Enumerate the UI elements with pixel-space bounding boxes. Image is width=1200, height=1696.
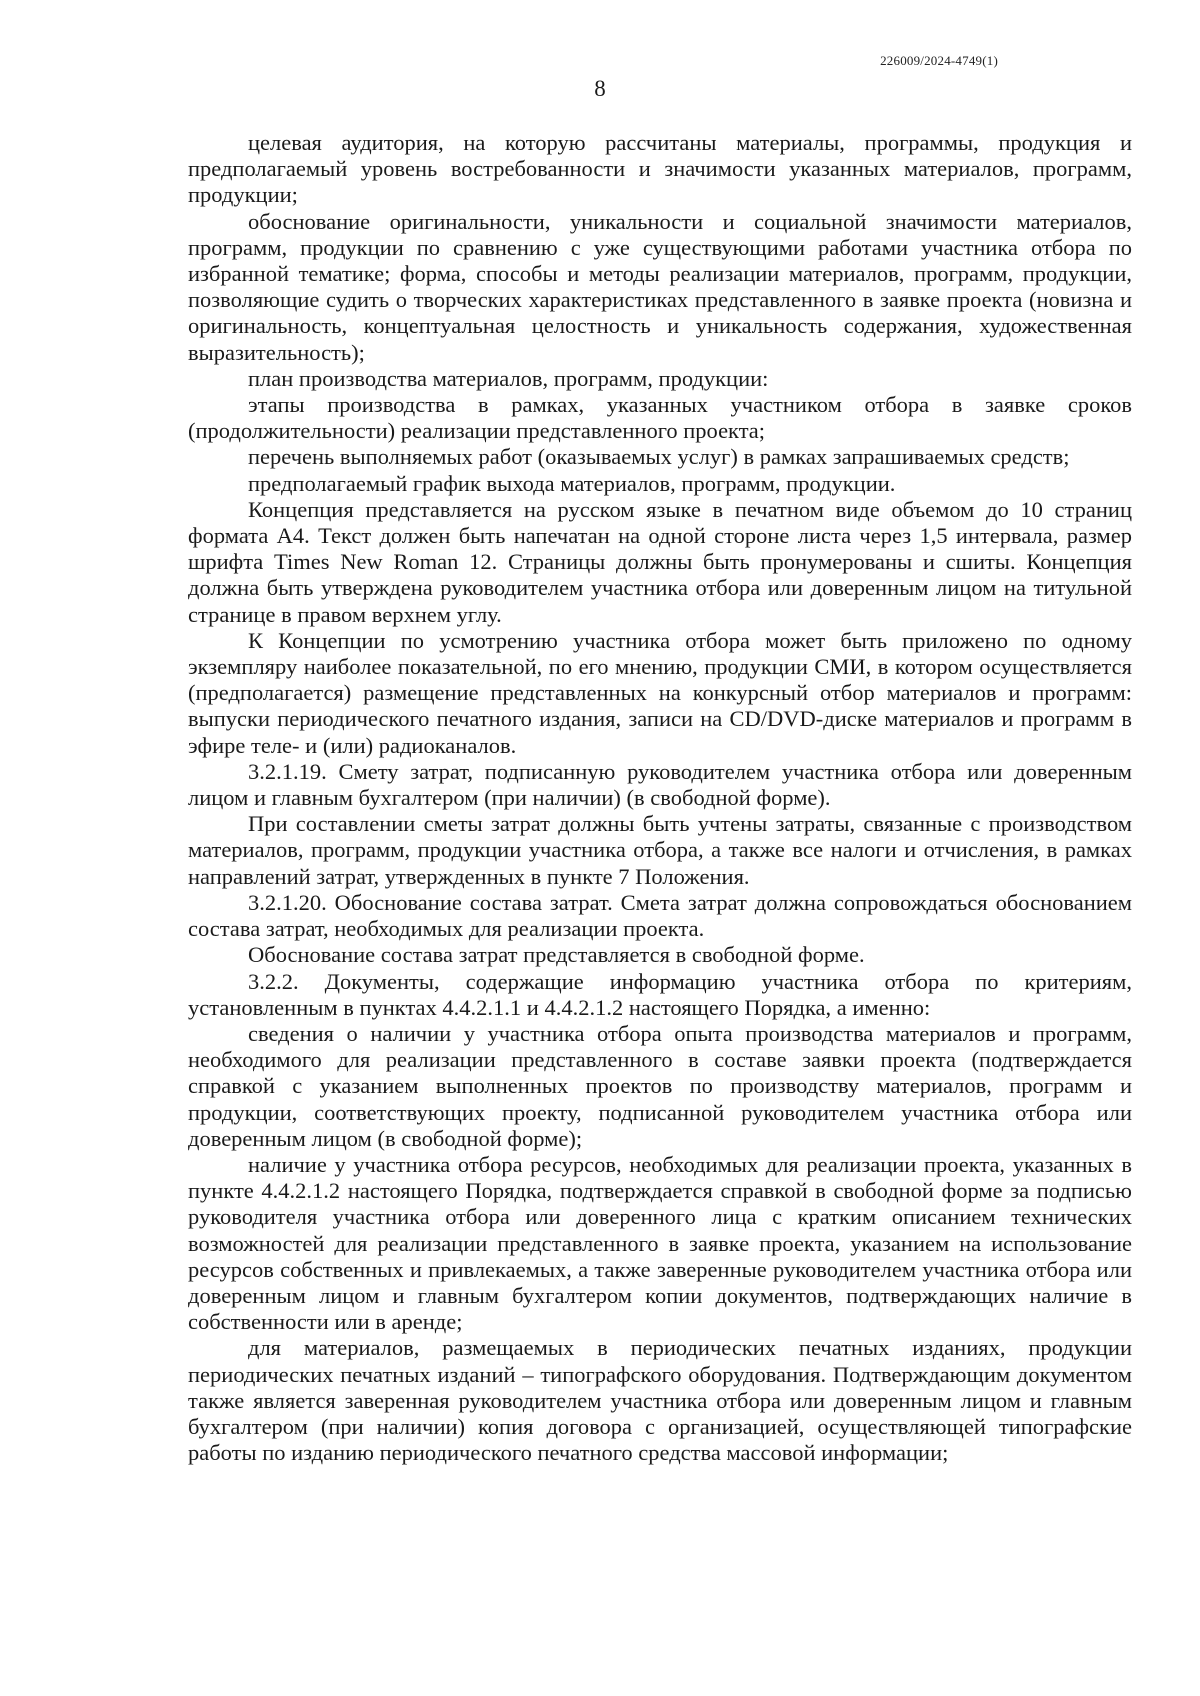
paragraph-concept-attachment: К Концепции по усмотрению участника отбора может быть приложено по одному экземпляру наиболее показательной, по его мнению, продукции СМИ, в котором осуществляется (предполагается) размещение представленных на конкурсный отбор материалов и программ: выпуски периодического печатного издания, записи на CD/DVD-диске материалов и программ в эфире теле- и (или) радиоканалов. (188, 627, 1132, 758)
paragraph-resources: наличие у участника отбора ресурсов, необходимых для реализации проекта, указанных в пункте 4.4.2.1.2 настоящего Порядка, подтверждается справкой в свободной форме за подписью руководителя участника отбора или доверенного лица с кратким описанием технических возможностей для реализации представленного в заявке проекта, указанием на использование ресурсов собственных и привлекаемых, а также заверенные руководителем участника отбора или доверенным лицом и главным бухгалтером копии документов, подтверждающих наличие в собственности или в аренде; (188, 1151, 1132, 1335)
paragraph-originality: обоснование оригинальности, уникальности и социальной значимости материалов, программ, продукции по сравнению с уже существующими работами участника отбора по избранной тематике; форма, способы и методы реализации материалов, программ, продукции, позволяющие судить о творческих характеристиках представленного в заявке проекта (новизна и оригинальность, концептуальная целостность и уникальность содержания, художественная выразительность); (188, 208, 1132, 365)
paragraph-criteria-documents: 3.2.2. Документы, содержащие информацию участника отбора по критериям, установленным в пунктах 4.4.2.1.1 и 4.4.2.1.2 настоящего Порядка, а именно: (188, 968, 1132, 1020)
paragraph-printing-equipment: для материалов, размещаемых в периодических печатных изданиях, продукции периодических печатных изданий – типографского оборудования. Подтверждающим документом также является заверенная руководителем участника отбора или доверенным лицом и главным бухгалтером (при наличии) копия договора с организацией, осуществляющей типографские работы по изданию периодического печатного средства массовой информации; (188, 1335, 1132, 1466)
paragraph-release-schedule: предполагаемый график выхода материалов, программ, продукции. (248, 470, 896, 496)
paragraph-cost-estimate: 3.2.1.19. Смету затрат, подписанную руководителем участника отбора или доверенным лицом и главным бухгалтером (при наличии) (в свободной форме). (188, 758, 1132, 811)
page-number: 8 (594, 76, 606, 101)
document-number: 226009/2024-4749(1) (880, 53, 998, 68)
paragraph-estimate-costs: При составлении сметы затрат должны быть учтены затраты, связанные с производством материалов, программ, продукции участника отбора, а также все налоги и отчисления, в рамках направлений затрат, утвержденных в пункте 7 Положения. (188, 811, 1132, 889)
paragraph-target-audience: целевая аудитория, на которую рассчитаны материалы, программы, продукция и предполагаемый уровень востребованности и значимости указанных материалов, программ, продукции; (188, 130, 1132, 208)
paragraph-justification-form: Обоснование состава затрат представляется в свободной форме. (248, 942, 865, 968)
paragraph-production-stages: этапы производства в рамках, указанных участником отбора в заявке сроков (продолжительности) реализации представленного проекта; (188, 392, 1132, 444)
paragraph-concept-format: Концепция представляется на русском языке в печатном виде объемом до 10 страниц формата А4. Текст должен быть напечатан на одной стороне листа через 1,5 интервала, размер шрифта Times New Roman 12. Страницы должны быть пронумерованы и сшиты. Концепция должна быть утверждена руководителем участника отбора или доверенным лицом на титульной странице в правом верхнем углу. (188, 496, 1132, 627)
paragraph-work-list: перечень выполняемых работ (оказываемых услуг) в рамках запрашиваемых средств; (248, 444, 1070, 470)
document-body (188, 130, 1132, 1466)
paragraph-production-plan: план производства материалов, программ, продукции: (248, 365, 769, 391)
paragraph-cost-justification: 3.2.1.20. Обоснование состава затрат. Смета затрат должна сопровождаться обоснованием состава затрат, необходимых для реализации проекта. (188, 889, 1132, 942)
paragraph-experience: сведения о наличии у участника отбора опыта производства материалов и программ, необходимого для реализации представленного в составе заявки проекта (подтверждается справкой с указанием выполненных проектов по производству материалов, программ и продукции, соответствующих проекту, подписанной руководителем участника отбора или доверенным лицом (в свободной форме); (188, 1020, 1132, 1151)
